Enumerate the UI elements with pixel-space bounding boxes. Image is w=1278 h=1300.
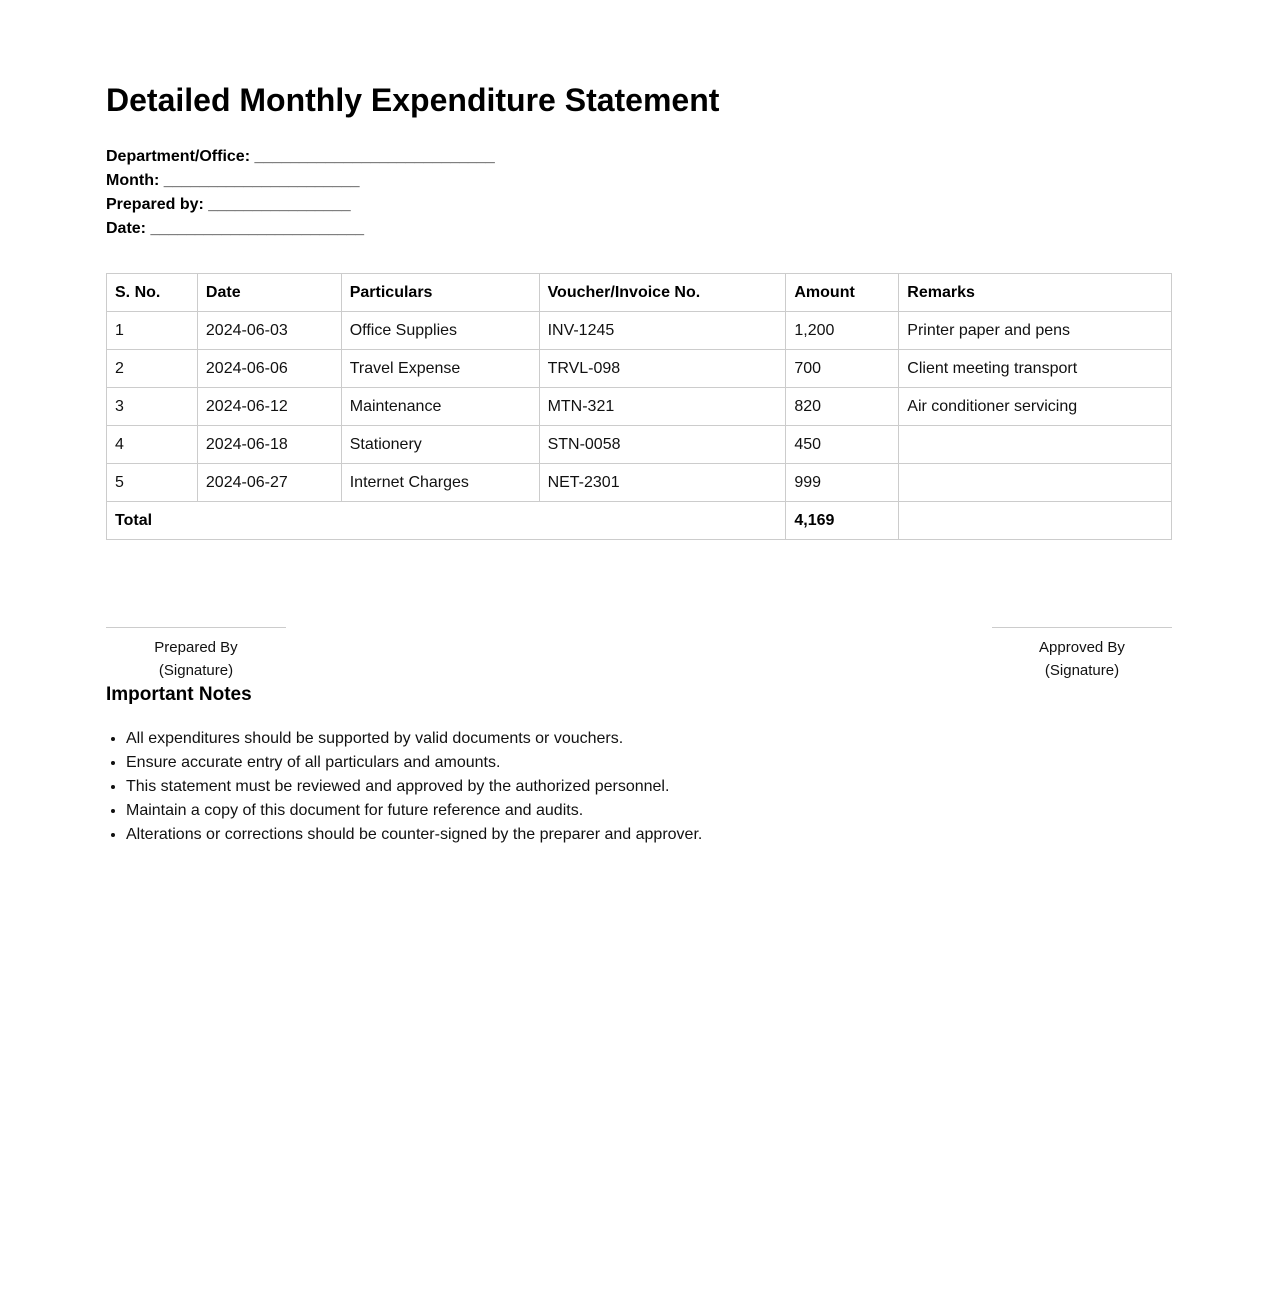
cell-voucher: MTN-321 — [539, 388, 786, 426]
cell-date: 2024-06-03 — [197, 312, 341, 350]
meta-month — [106, 169, 495, 193]
meta-prepared-by — [106, 193, 495, 217]
cell-voucher: NET-2301 — [539, 464, 786, 502]
cell-date: 2024-06-27 — [197, 464, 341, 502]
cell-voucher: INV-1245 — [539, 312, 786, 350]
cell-sno: 3 — [107, 388, 198, 426]
table-row — [107, 426, 1172, 464]
list-item: • This statement must be reviewed and approved by the authorized personnel. — [126, 775, 702, 799]
meta-date — [106, 217, 495, 241]
cell-sno: 5 — [107, 464, 198, 502]
meta-department-blank: ___________________________ — [254, 148, 495, 165]
notes-title: Important Notes — [106, 684, 252, 705]
cell-particulars: Stationery — [341, 426, 539, 464]
cell-amount: 1,200 — [786, 312, 899, 350]
cell-remarks: Client meeting transport — [899, 350, 1172, 388]
cell-remarks: Printer paper and pens — [899, 312, 1172, 350]
header-amount: Amount — [786, 274, 899, 312]
table-row — [107, 388, 1172, 426]
header-voucher: Voucher/Invoice No. — [539, 274, 786, 312]
cell-date: 2024-06-18 — [197, 426, 341, 464]
list-item: • Ensure accurate entry of all particulars and amounts. — [126, 751, 702, 775]
cell-date: 2024-06-12 — [197, 388, 341, 426]
cell-amount: 700 — [786, 350, 899, 388]
cell-voucher: TRVL-098 — [539, 350, 786, 388]
signature-prepared-by — [106, 627, 286, 682]
total-label: Total — [107, 502, 786, 540]
cell-remarks — [899, 464, 1172, 502]
notes-list — [106, 727, 702, 847]
cell-amount: 820 — [786, 388, 899, 426]
cell-remarks: Air conditioner servicing — [899, 388, 1172, 426]
list-item: • Alterations or corrections should be counter-signed by the preparer and approver. — [126, 823, 702, 847]
cell-sno: 1 — [107, 312, 198, 350]
expenditure-table — [106, 273, 1172, 540]
meta-date-blank: ________________________ — [150, 220, 365, 237]
signature-approved-by — [992, 627, 1172, 682]
table-row — [107, 350, 1172, 388]
table-row — [107, 312, 1172, 350]
cell-amount: 450 — [786, 426, 899, 464]
cell-sno: 4 — [107, 426, 198, 464]
cell-particulars: Internet Charges — [341, 464, 539, 502]
table-row — [107, 464, 1172, 502]
total-amount: 4,169 — [786, 502, 899, 540]
total-remarks — [899, 502, 1172, 540]
meta-prepared-by-blank: ________________ — [208, 196, 351, 213]
header-remarks: Remarks — [899, 274, 1172, 312]
list-item: • All expenditures should be supported by valid documents or vouchers. — [126, 727, 702, 751]
page-title: Detailed Monthly Expenditure Statement — [106, 82, 720, 118]
meta-department — [106, 145, 495, 169]
cell-particulars: Office Supplies — [341, 312, 539, 350]
meta-month-label: Month: — [106, 172, 160, 189]
table-header-row — [107, 274, 1172, 312]
header-particulars: Particulars — [341, 274, 539, 312]
cell-particulars: Travel Expense — [341, 350, 539, 388]
meta-month-blank: ______________________ — [163, 172, 360, 189]
table-total-row — [107, 502, 1172, 540]
header-date: Date — [197, 274, 341, 312]
list-item: • Maintain a copy of this document for future reference and audits. — [126, 799, 702, 823]
signature-prepared-note: (Signature) — [158, 662, 234, 679]
meta-prepared-by-label: Prepared by: — [106, 196, 204, 213]
cell-sno: 2 — [107, 350, 198, 388]
meta-date-label: Date: — [106, 220, 147, 237]
signature-approved-role: Approved By — [1039, 639, 1125, 656]
statement-meta — [106, 145, 495, 241]
meta-department-label: Department/Office: — [106, 148, 251, 165]
cell-amount: 999 — [786, 464, 899, 502]
signature-prepared-role: Prepared By — [154, 639, 238, 656]
cell-remarks — [899, 426, 1172, 464]
cell-particulars: Maintenance — [341, 388, 539, 426]
signature-approved-note: (Signature) — [1044, 662, 1120, 679]
cell-voucher: STN-0058 — [539, 426, 786, 464]
header-sno: S. No. — [107, 274, 198, 312]
cell-date: 2024-06-06 — [197, 350, 341, 388]
